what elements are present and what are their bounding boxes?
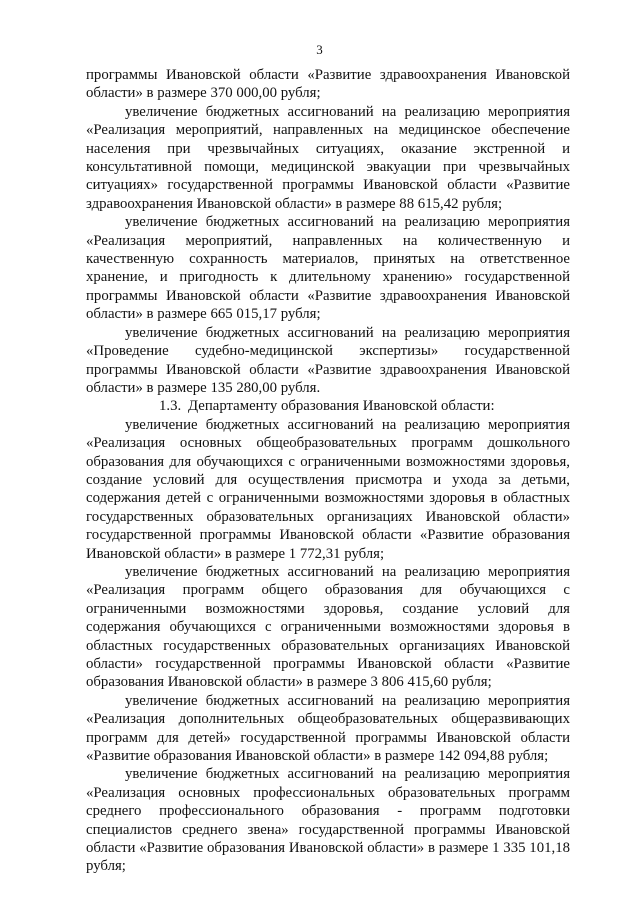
document-body — [86, 66, 570, 876]
paragraph-text: увеличение бюджетных ассигнований на реализацию мероприятия «Реализация основных профессиональных образовательных программ среднего профессионального образования - программ подготовки специалистов среднего звена» государственной программы Ивановской области «Развитие образования Ивановской области» в размере 1 335 101,18 рубля; — [86, 766, 570, 875]
section-heading — [86, 397, 570, 415]
section-title: Департаменту образования Ивановской области: — [188, 398, 495, 415]
paragraph-text: увеличение бюджетных ассигнований на реализацию мероприятия «Реализация дополнительных общеобразовательных общеразвивающих программ для детей» государственной программы Ивановской области «Развитие образования Ивановской области» в размере 142 094,88 рубля; — [86, 692, 570, 765]
section-number: 1.3. — [159, 398, 182, 415]
paragraph-item — [86, 103, 570, 213]
paragraph-text: программы Ивановской области «Развитие здравоохранения Ивановской области» в размере 370 000,00 рубля; — [86, 67, 570, 102]
paragraph-item — [86, 563, 570, 692]
paragraph-text: увеличение бюджетных ассигнований на реализацию мероприятия «Проведение судебно-медицинской экспертизы» государственной программы Ивановской области «Развитие здравоохранения Ивановской области» в размере 135 280,00 рубля. — [86, 324, 570, 396]
paragraph-item — [86, 765, 570, 875]
paragraph-text: увеличение бюджетных ассигнований на реализацию мероприятия «Реализация основных общеобразовательных программ дошкольного образования для обучающихся с ограниченными возможностями здоровья, создание условий для осуществления присмотра и ухода за детьми, содержания детей с ограниченными возможностями здоровья в областных государственных образовательных организациях Ивановской области» государственной программы Ивановской области «Развитие образования Ивановской области» в размере 1 772,31 рубля; — [86, 416, 570, 562]
page-number: 3 — [316, 42, 323, 57]
paragraph-item — [86, 324, 570, 398]
paragraph-text: увеличение бюджетных ассигнований на реализацию мероприятия «Реализация мероприятий, направленных на медицинское обеспечение населения при чрезвычайных ситуациях, оказание экстренной и консультативной помощи, медицинской эвакуации при чрезвычайных ситуациях» государственной программы Ивановской области «Развитие здравоохранения Ивановской области» в размере 88 615,42 рубля; — [86, 103, 570, 212]
paragraph-item — [86, 692, 570, 766]
paragraph-text: увеличение бюджетных ассигнований на реализацию мероприятия «Реализация программ общего образования для обучающихся с ограниченными возможностями здоровья, создание условий для содержания обучающихся с ограниченными возможностями здоровья в областных государственных образовательных организациях Ивановской области» государственной программы Ивановской области «Развитие образования Ивановской области» в размере 3 806 415,60 рубля; — [86, 563, 570, 691]
paragraph-item — [86, 416, 570, 563]
paragraph-continuation — [86, 66, 570, 103]
paragraph-text: увеличение бюджетных ассигнований на реализацию мероприятия «Реализация мероприятий, направленных на количественную и качественную сохранность материалов, принятых на ответственное хранение, и пригодность к длительному хранению» государственной программы Ивановской области «Развитие здравоохранения Ивановской области» в размере 665 015,17 рубля; — [86, 214, 570, 323]
paragraph-item — [86, 213, 570, 323]
